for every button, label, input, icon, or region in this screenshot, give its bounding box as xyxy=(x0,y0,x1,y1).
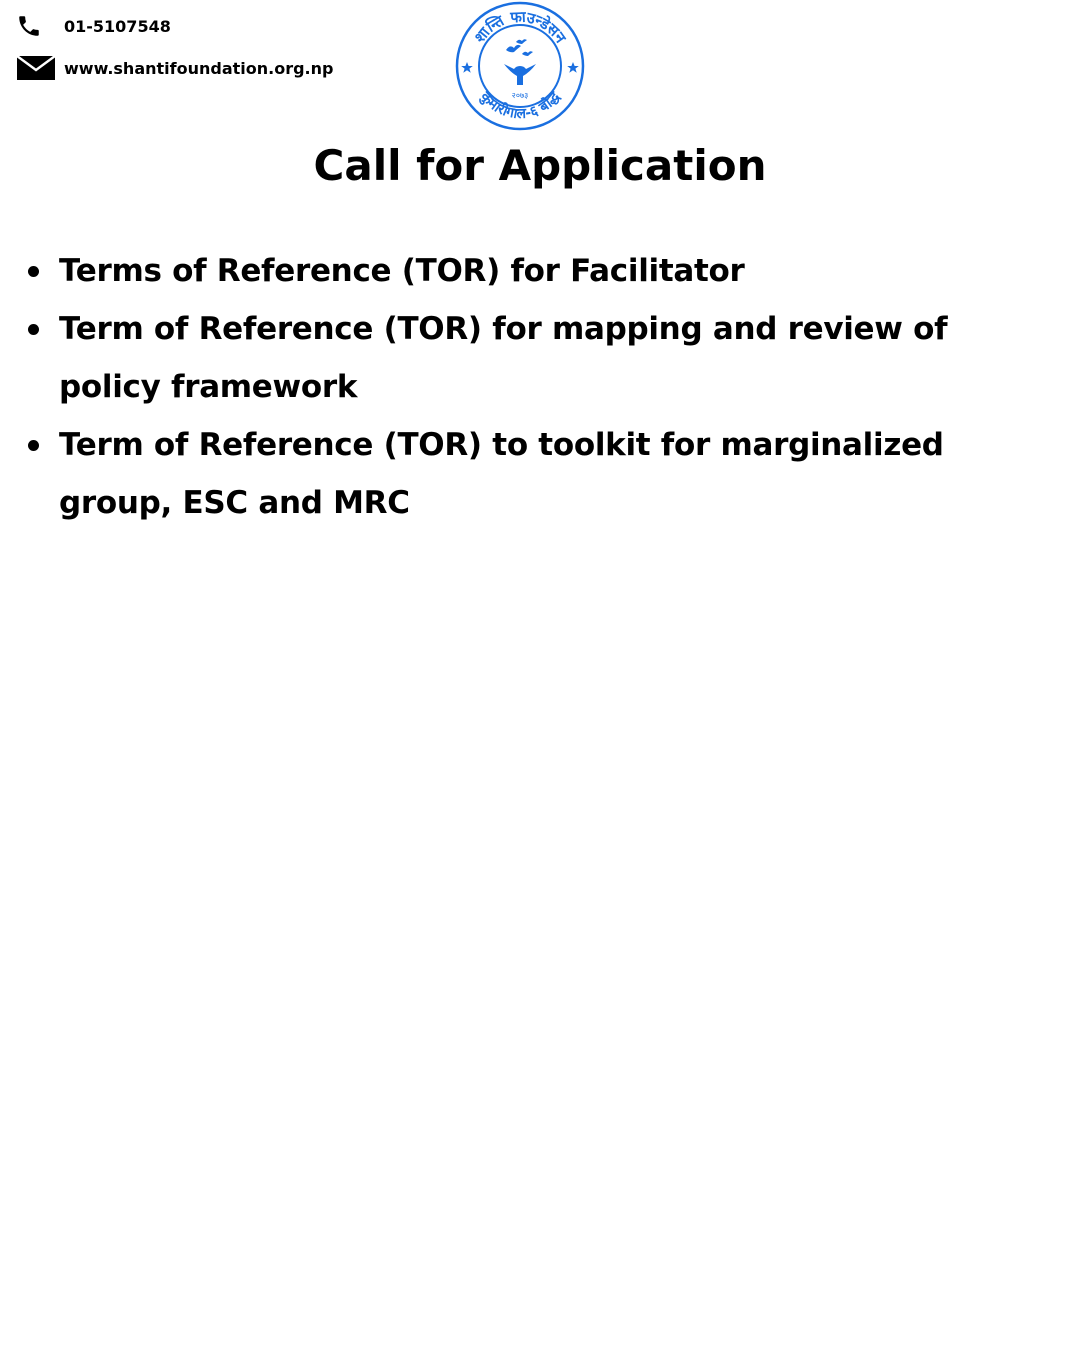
shanti-foundation-logo xyxy=(454,0,586,132)
tor-item-text: Terms of Reference (TOR) for Facilitator xyxy=(59,253,745,289)
phone-contact xyxy=(16,12,171,40)
phone-number[interactable]: 01-5107548 xyxy=(64,16,171,36)
list-item[interactable] xyxy=(59,300,1049,416)
logo-year: २०७३ xyxy=(511,91,529,100)
website-contact xyxy=(16,54,333,82)
mail-envelope-icon xyxy=(16,54,56,82)
bullet-icon xyxy=(28,440,39,451)
website-link[interactable]: www.shantifoundation.org.np xyxy=(64,58,334,78)
bullet-icon xyxy=(28,324,39,335)
tor-list xyxy=(59,242,1049,532)
svg-text:कुमारीगाल-६ बौद्ध: कुमारीगाल-६ बौद्ध xyxy=(476,89,564,123)
svg-text:शान्ति फाउन्डेसन: शान्ति फाउन्डेसन xyxy=(470,7,570,47)
bullet-icon xyxy=(28,266,39,277)
tor-item-text: Term of Reference (TOR) for mapping and review of policy framework xyxy=(59,311,948,405)
list-item[interactable] xyxy=(59,416,1049,532)
phone-icon xyxy=(16,12,56,40)
tor-item-text: Term of Reference (TOR) to toolkit for marginalized group, ESC and MRC xyxy=(59,427,944,521)
page-title: Call for Application xyxy=(313,141,767,190)
list-item[interactable] xyxy=(59,242,1049,300)
